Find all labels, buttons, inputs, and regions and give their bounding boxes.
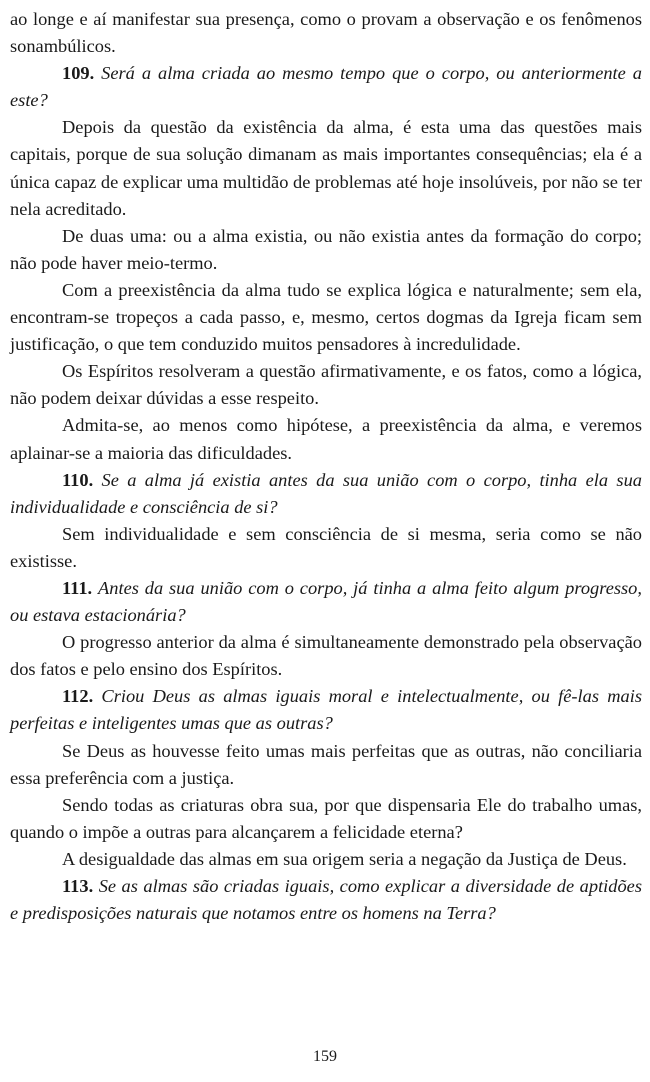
question-number: 113. [62, 876, 94, 896]
answer-paragraph: De duas uma: ou a alma existia, ou não existia antes da formação do corpo; não pode haver meio-termo. [10, 225, 642, 273]
page-body [10, 6, 642, 927]
question-112 [10, 683, 642, 737]
answer-paragraph: Admita-se, ao menos como hipótese, a preexistência da alma, e veremos aplainar-se a maioria das dificuldades. [10, 415, 642, 463]
answer-paragraph: Sem individualidade e sem consciência de si mesma, seria como se não existisse. [10, 523, 642, 571]
question-text: Se a alma já existia antes da sua união com o corpo, tinha ela sua individualidade e consciência de si? [10, 469, 642, 517]
page-number: 159 [313, 1048, 337, 1065]
question-text: Se as almas são criadas iguais, como explicar a diversidade de aptidões e predisposições naturais que notamos entre os homens na Terra? [10, 876, 642, 924]
question-110 [10, 467, 642, 521]
question-text: Antes da sua união com o corpo, já tinha a alma feito algum progresso, ou estava estacionária? [10, 577, 642, 626]
question-111 [10, 575, 642, 629]
answer-paragraph: Os Espíritos resolveram a questão afirmativamente, e os fatos, como a lógica, não podem deixar dúvidas a esse respeito. [10, 361, 642, 409]
question-113 [10, 873, 642, 927]
question-109 [10, 60, 642, 114]
question-number: 110. [62, 469, 94, 490]
question-text: Será a alma criada ao mesmo tempo que o corpo, ou anteriormente a este? [10, 63, 642, 111]
question-number: 109. [62, 63, 95, 84]
question-number: 112. [62, 686, 94, 707]
answer-paragraph: Sendo todas as criaturas obra sua, por que dispensaria Ele do trabalho umas, quando o impõe a outras para alcançarem a felicidade eterna? [10, 794, 642, 842]
question-text: Criou Deus as almas iguais moral e intelectualmente, ou fê-las mais perfeitas e inteligentes umas que as outras? [10, 686, 642, 734]
answer-paragraph: Depois da questão da existência da alma, é esta uma das questões mais capitais, porque de sua solução dimanam as mais importantes consequências; ela é a única capaz de explicar uma multidão de problemas até hoje insolúveis, por não se ter nela acreditado. [10, 117, 642, 219]
answer-paragraph: Com a preexistência da alma tudo se explica lógica e naturalmente; sem ela, encontram-se tropeços a cada passo, e, mesmo, certos dogmas da Igreja ficam sem justificação, o que tem conduzido muitos pensadores à incredulidade. [10, 279, 642, 355]
answer-paragraph: A desigualdade das almas em sua origem seria a negação da Justiça de Deus. [62, 848, 627, 869]
question-number: 111. [62, 577, 93, 598]
answer-paragraph: O progresso anterior da alma é simultaneamente demonstrado pela observação dos fatos e pelo ensino dos Espíritos. [10, 632, 642, 680]
answer-paragraph: Se Deus as houvesse feito umas mais perfeitas que as outras, não conciliaria essa preferência com a justiça. [10, 740, 642, 788]
paragraph-continuation: ao longe e aí manifestar sua presença, como o provam a observação e os fenômenos sonambúlicos. [10, 9, 642, 57]
